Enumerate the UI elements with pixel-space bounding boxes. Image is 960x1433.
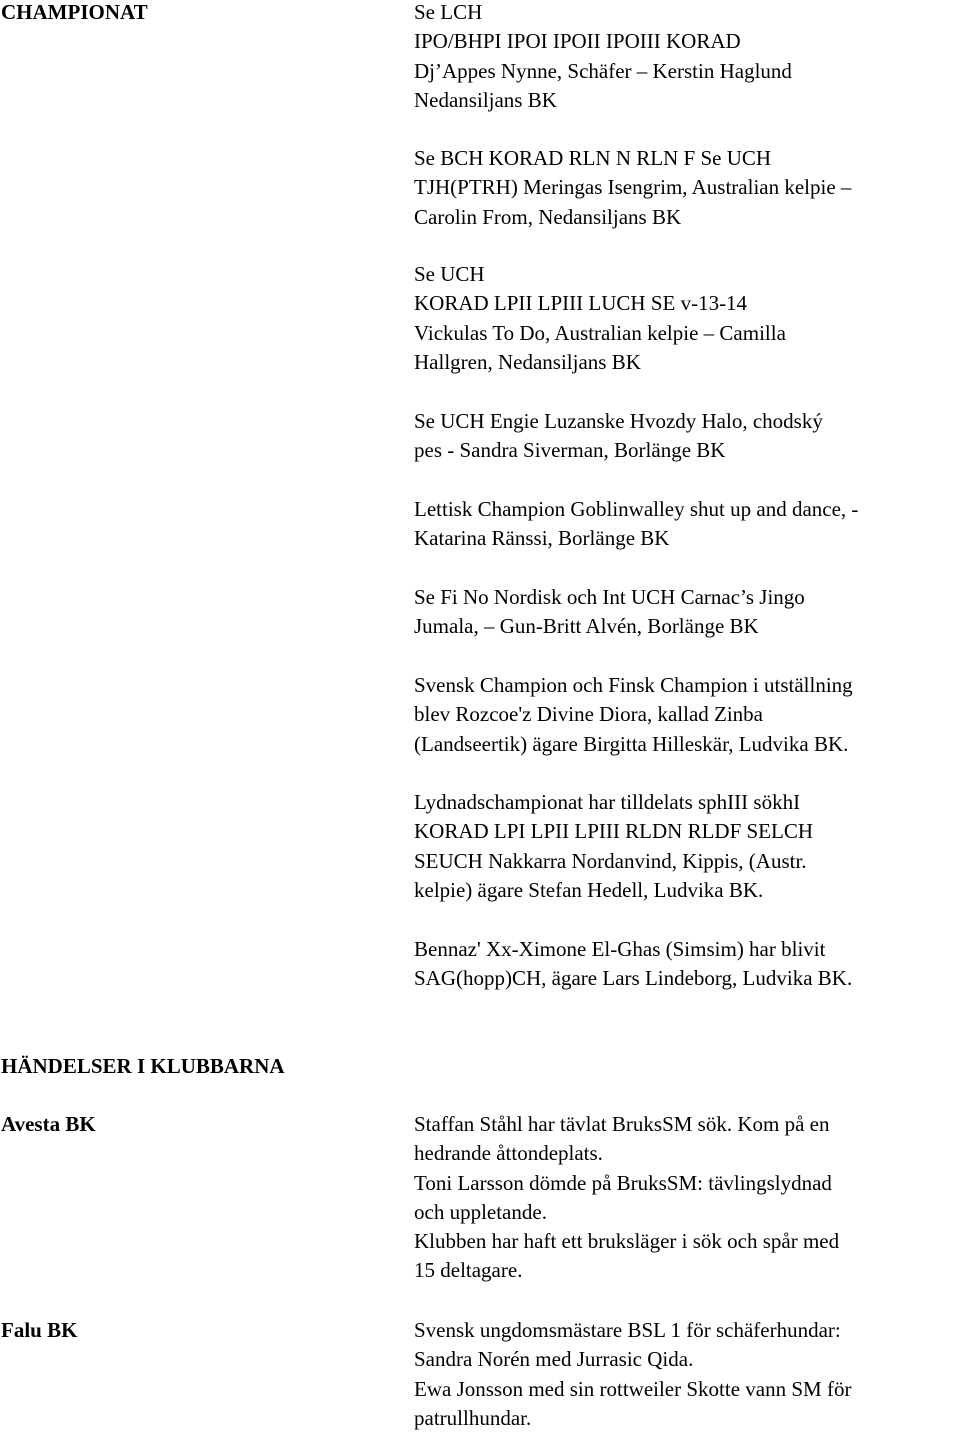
entry-line: Lydnadschampionat har tilldelats sphIII sökhI: [414, 790, 801, 814]
entry-line: Se UCH: [414, 262, 485, 286]
entry-line: Vickulas To Do, Australian kelpie – Camilla: [414, 320, 786, 345]
championat-entry-1: [414, 0, 959, 115]
entry-line: Bennaz' Xx-Ximone El-Ghas (Simsim) har blivit: [414, 937, 826, 961]
entry-line: Se UCH Engie Luzanske Hvozdy Halo, chodský: [414, 409, 823, 433]
entry-line: pes - Sandra Siverman, Borlänge BK: [414, 438, 726, 463]
entry-line: Nedansiljans BK: [414, 87, 557, 112]
entry-line: (Landseertik) ägare Birgitta Hilleskär, Ludvika BK.: [414, 731, 849, 756]
entry-line: TJH(PTRH) Meringas Isengrim, Australian kelpie –: [414, 175, 852, 200]
entry-line: Svensk Champion och Finsk Champion i utställning: [414, 673, 853, 697]
event-line: Sandra Norén med Jurrasic Qida.: [414, 1347, 694, 1372]
championat-entry-6: [414, 583, 959, 642]
entry-line: Se BCH KORAD RLN N RLN F Se UCH: [414, 146, 772, 170]
championat-entry-5: [414, 495, 959, 554]
entry-line: SAG(hopp)CH, ägare Lars Lindeborg, Ludvika BK.: [414, 966, 853, 991]
championat-entry-2: [414, 144, 959, 232]
entry-line: Jumala, – Gun-Britt Alvén, Borlänge BK: [414, 614, 759, 639]
event-line: 15 deltagare.: [414, 1258, 523, 1283]
event-line: Staffan Ståhl har tävlat BruksSM sök. Kom på en: [414, 1112, 830, 1136]
championat-entry-3: [414, 260, 959, 377]
club-name-falu: Falu BK: [1, 1318, 78, 1342]
entry-line: kelpie) ägare Stefan Hedell, Ludvika BK.: [414, 877, 764, 902]
entry-line: Se Fi No Nordisk och Int UCH Carnac’s Jingo: [414, 585, 805, 609]
entry-line: KORAD LPII LPIII LUCH SE v-13-14: [414, 291, 748, 316]
event-line: hedrande åttondeplats.: [414, 1141, 603, 1166]
entry-line: blev Rozcoe'z Divine Diora, kallad Zinba: [414, 702, 763, 727]
entry-line: Katarina Ränssi, Borlänge BK: [414, 526, 670, 551]
event-line: Svensk ungdomsmästare BSL 1 för schäferhundar:: [414, 1318, 841, 1342]
entry-line: SEUCH Nakkarra Nordanvind, Kippis, (Austr.: [414, 848, 807, 873]
club-events-avesta: [414, 1110, 959, 1286]
championat-entry-8: [414, 788, 959, 905]
event-line: patrullhundar.: [414, 1405, 532, 1430]
entry-line: Se LCH: [414, 0, 483, 24]
entry-line: IPO/BHPI IPOI IPOII IPOIII KORAD: [414, 29, 741, 54]
entry-line: Carolin From, Nedansiljans BK: [414, 204, 682, 229]
championat-label: CHAMPIONAT: [1, 0, 148, 24]
championat-entry-9: [414, 935, 959, 994]
entry-line: KORAD LPI LPII LPIII RLDN RLDF SELCH: [414, 819, 813, 844]
event-line: Toni Larsson dömde på BruksSM: tävlingslydnad: [414, 1170, 832, 1195]
handelser-heading: HÄNDELSER I KLUBBARNA: [1, 1054, 285, 1078]
club-events-falu: [414, 1316, 959, 1433]
entry-line: Lettisk Champion Goblinwalley shut up and dance, -: [414, 497, 859, 521]
championat-entry-4: [414, 407, 959, 466]
club-name-avesta: Avesta BK: [1, 1112, 96, 1136]
event-line: och uppletande.: [414, 1199, 547, 1224]
event-line: Ewa Jonsson med sin rottweiler Skotte vann SM för: [414, 1376, 852, 1401]
entry-line: Hallgren, Nedansiljans BK: [414, 349, 641, 374]
event-line: Klubben har haft ett bruksläger i sök och spår med: [414, 1229, 840, 1254]
entry-line: Dj’Appes Nynne, Schäfer – Kerstin Haglund: [414, 58, 792, 83]
championat-entry-7: [414, 671, 959, 759]
